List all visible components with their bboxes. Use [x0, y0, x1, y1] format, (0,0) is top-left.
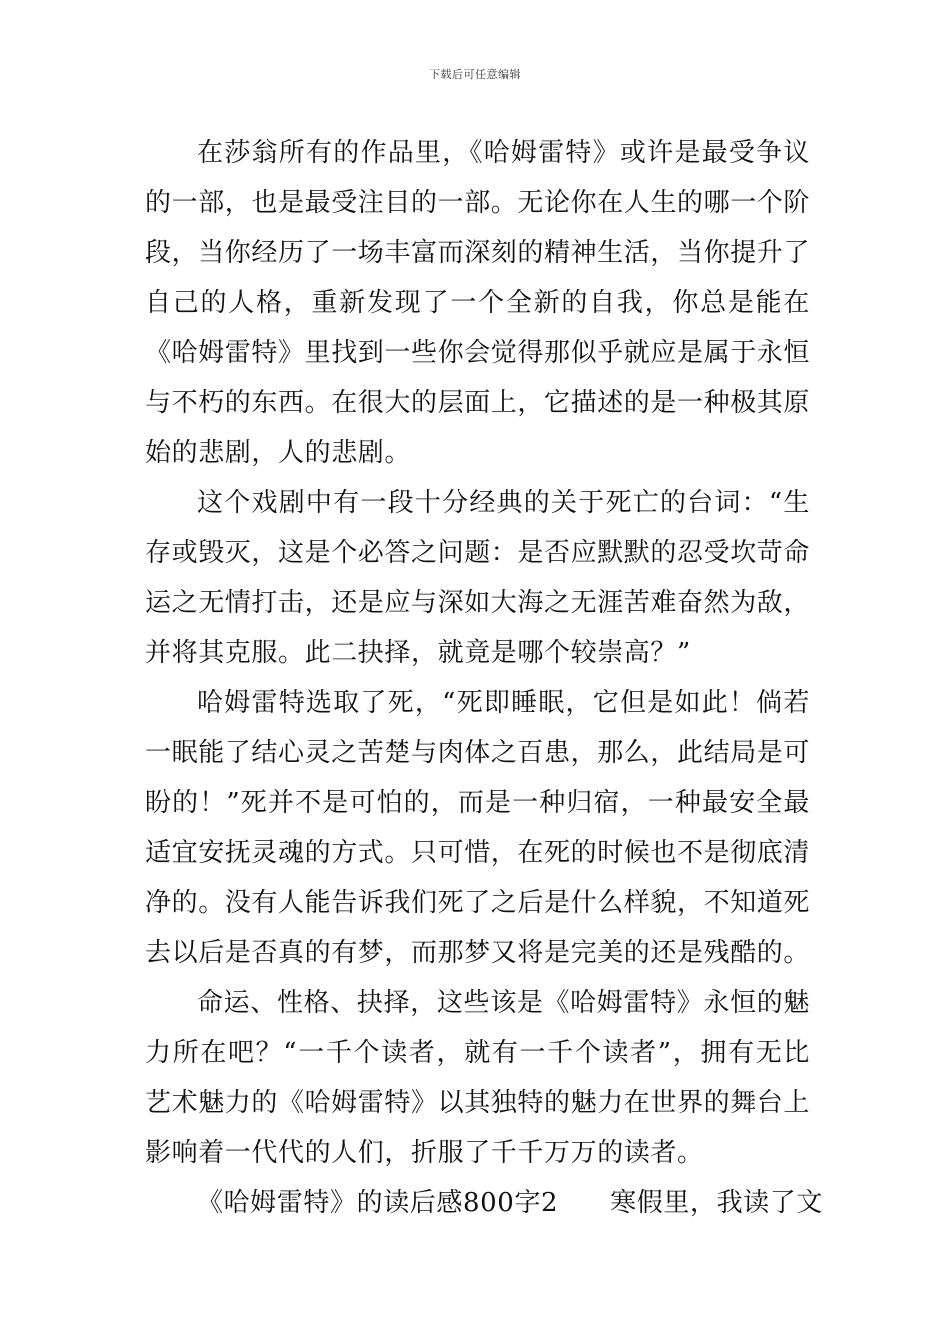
document-body: [145, 128, 823, 1228]
paragraph-3: 哈姆雷特选取了死，“死即睡眠，它但是如此！倘若一眠能了结心灵之苦楚与肉体之百患，那么，此结局是可盼的！”死并不是可怕的，而是一种归宿，一种最安全最适宜安抚灵魂的方式。只可惜，在死的时候也不是彻底清净的。没有人能告诉我们死了之后是什么样貌，不知道死去以后是否真的有梦，而那梦又将是完美的还是残酷的。: [145, 688, 811, 968]
page-header: 下载后可任意编辑: [429, 68, 521, 81]
paragraph-1: 在莎翁所有的作品里，《哈姆雷特》或许是最受争议的一部，也是最受注目的一部。无论你在人生的哪一个阶段，当你经历了一场丰富而深刻的精神生活，当你提升了自己的人格，重新发现了一个全新的自我，你总是能在《哈姆雷特》里找到一些你会觉得那似乎就应是属于永恒与不朽的东西。在很大的层面上，它描述的是一种极其原始的悲剧，人的悲剧。: [145, 138, 811, 468]
next-section-line: [145, 1178, 823, 1228]
next-section-title: 《哈姆雷特》的读后感800字2: [197, 1188, 559, 1218]
next-section-opening: 寒假里，我读了文: [610, 1188, 823, 1218]
paragraph-2: 这个戏剧中有一段十分经典的关于死亡的台词：“生存或毁灭，这是个必答之问题：是否应默默的忍受坎苛命运之无情打击，还是应与深如大海之无涯苦难奋然为敌，并将其克服。此二抉择，就竟是哪个较崇高？”: [145, 488, 811, 668]
paragraph-4: 命运、性格、抉择，这些该是《哈姆雷特》永恒的魅力所在吧？“一千个读者，就有一千个读者”，拥有无比艺术魅力的《哈姆雷特》以其独特的魅力在世界的舞台上影响着一代代的人们，折服了千千万万的读者。: [145, 988, 811, 1168]
